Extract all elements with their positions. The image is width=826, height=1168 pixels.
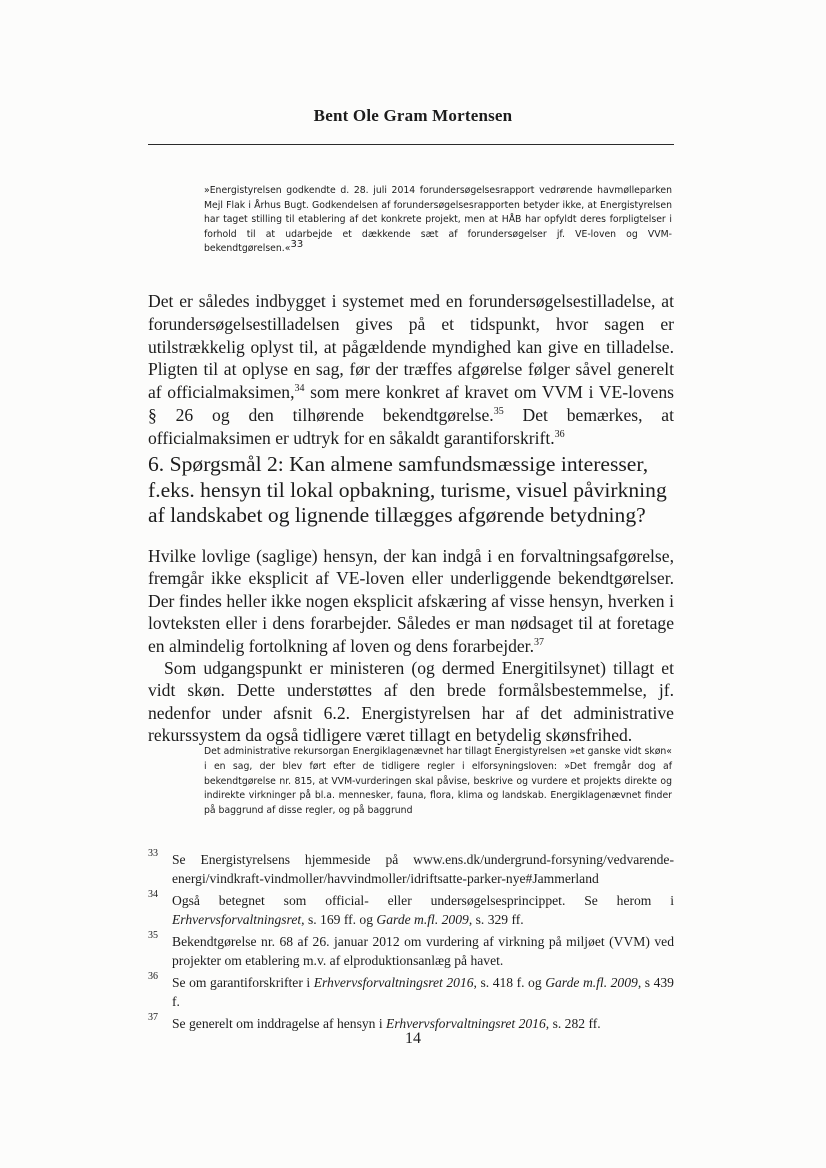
block-quote-2-text: Det administrative rekursorgan Energiklagenævnet har tillagt Energistyrelsen »et ganske vidt skøn« i en sag, der blev ført efter de tidligere regler i elforsyningsloven: »Det fremgår dog af bekendtgørelse nr. 815, at VVM-vurderingen skal påvise, beskrive og vurdere et projekts direkte og indirekte virkninger på bl.a. mennesker, fauna, flora, klima og landskab. Energiklagenævnet finder på baggrund af disse regler, og på baggrund	[204, 746, 672, 817]
footnote-35: 35 Bekendtgørelse nr. 68 af 26. januar 2012 om vurdering af virkning på miljøet (VVM) ved projekter om etablering m.v. af elproduktionsanlæg på havet.	[148, 932, 674, 970]
footnote-number: 34	[148, 889, 158, 900]
footnote-ref-36[interactable]: 36	[554, 428, 565, 440]
footnote-ref-35[interactable]: 35	[493, 406, 504, 418]
footnote-ref-37[interactable]: 37	[533, 636, 544, 648]
footnote-34: 34 Også betegnet som official- eller undersøgelsesprincippet. Se herom i Erhvervsforvaltningsret, s. 169 ff. og Garde m.fl. 2009, s. 329 ff.	[148, 891, 674, 929]
section-heading: 6. Spørgsmål 2: Kan almene samfundsmæssige interesser, f.eks. hensyn til lokal opbakning, turisme, visuel påvirkning af landskabet og lignende tillægges afgørende betydning?	[148, 452, 667, 527]
footnote-36: 36 Se om garantiforskrifter i Erhvervsforvaltningsret 2016, s. 418 f. og Garde m.fl. 2009, s 439 f.	[148, 973, 674, 1011]
block-quote-1	[204, 184, 672, 257]
page-number: 14	[405, 1030, 421, 1047]
footnote-number: 37	[148, 1012, 158, 1023]
footnote-number: 35	[148, 930, 158, 941]
body-text	[148, 545, 674, 747]
footnote-37: 37 Se generelt om inddragelse af hensyn i Erhvervsforvaltningsret 2016, s. 282 ff.	[148, 1014, 674, 1033]
running-header-author: Bent Ole Gram Mortensen	[313, 106, 513, 125]
footnote-33	[148, 850, 674, 888]
block-quote-2	[204, 745, 672, 819]
footnote-number: 33	[148, 848, 158, 859]
footnote-number: 36	[148, 971, 158, 982]
footnotes	[148, 850, 674, 1036]
block-quote-1-text: »Energistyrelsen godkendte d. 28. juli 2014 forundersøgelsesrapport vedrørende havmølleparken Mejl Flak i Århus Bugt. Godkendelsen af forundersøgelsesrapporten betyder ikke, at Energistyrelsen har taget stilling til etablering af det konkrete projekt, men at HÅB har opfyldt deres forpligtelser i forhold til at udarbejde et dækkende sæt af forundersøgelser jf. VE-loven og VVM-bekendtgørelsen.«$^{33}$	[204, 185, 672, 255]
paragraph-3: Som udgangspunkt er ministeren (og dermed Energitilsynet) tillagt et vidt skøn. Dette understøttes af den brede formålsbestemmelse, jf. nedenfor under afsnit 6.2. Energistyrelsen har af det administrative rekurssystem da også tidligere været tillagt en betydelig skønsfrihed.	[148, 658, 674, 746]
paragraph-2: Hvilke lovlige (saglige) hensyn, der kan indgå i en forvaltningsafgørelse, fremgår ikke eksplicit af VE-loven eller underliggende bekendtgørelser. Der findes heller ikke nogen eksplicit afskæring af visse hensyn, hverken i lovteksten eller i dens forarbejder. Således er man nødsaget til at foretage en almindelig fortolkning af loven og dens forarbejder.$^{37}$	[148, 546, 674, 656]
paragraph-1: Det er således indbygget i systemet med en forundersøgelsestilladelse, at forundersøgelsestilladelsen gives på et tidspunkt, hvor sagen er utilstrækkelig oplyst til, at pågældende myndighed kan give en tilladelse. Pligten til at oplyse en sag, før der træffes afgørelse følger såvel generelt af officialmaksimen,$^{34}$ som mere konkret af kravet om VVM i VE-lovens § 26 og den tilhørende bekendtgørelse.$^{35}$ Det bemærkes, at officialmaksimen er udtryk for en såkaldt garantiforskrift.$^{36}$	[148, 291, 675, 448]
footnote-ref-34[interactable]: 34	[294, 383, 305, 395]
header-rule	[148, 144, 674, 145]
footnote-link[interactable]: Se Energistyrelsens hjemmeside på www.ens.dk/undergrund-forsyning/vedvarende-energi/vindkraft-vindmoller/havvindmoller/idriftsatte-parker-nye#Jammerland	[172, 852, 674, 886]
footnote-ref-33[interactable]: 33	[290, 239, 304, 251]
